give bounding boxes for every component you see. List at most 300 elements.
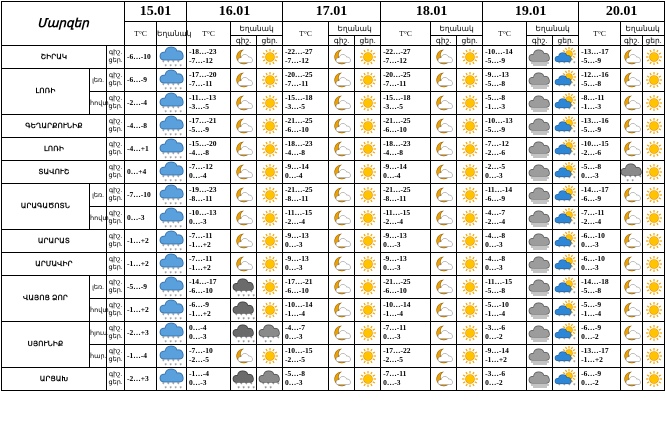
- svg-text:*: *: [247, 386, 250, 392]
- fog-cloud-icon: [527, 94, 552, 112]
- weather-icon-cell: [431, 253, 457, 276]
- weather-icon-cell: [643, 299, 665, 322]
- day-header: ցեր.: [355, 36, 381, 46]
- weather-icon-cell: [231, 322, 257, 345]
- day-label: ցեր.: [108, 126, 123, 133]
- svg-text:*: *: [567, 222, 571, 228]
- weather-icon-cell: [329, 322, 355, 345]
- temperature-value: -20…-25: [285, 70, 313, 80]
- svg-text:*: *: [169, 386, 172, 392]
- temperature-value: -21…-25: [383, 116, 411, 126]
- day-label: ցեր.: [108, 218, 123, 225]
- svg-text:*: *: [179, 64, 182, 70]
- weather-icon-cell: [157, 207, 187, 230]
- svg-text:*: *: [169, 202, 172, 208]
- cloud-sun-icon: [553, 186, 578, 204]
- svg-text:*: *: [557, 383, 561, 389]
- svg-text:*: *: [169, 110, 172, 116]
- weather-icon-cell: [457, 69, 483, 92]
- svg-text:*: *: [572, 107, 576, 113]
- sun-icon: [643, 324, 664, 342]
- moon-cloud-icon: [621, 209, 642, 227]
- sun-icon: [643, 209, 664, 227]
- svg-text:*: *: [171, 313, 175, 319]
- svg-text:*: *: [174, 64, 177, 70]
- temp-header: T°C: [579, 22, 621, 46]
- moon-cloud-icon: [621, 48, 642, 66]
- weather-icon-cell: [643, 276, 665, 299]
- temperature-value: -1…-3: [581, 102, 602, 111]
- weather-icon-cell: [553, 299, 579, 322]
- svg-text:*: *: [179, 133, 182, 139]
- temperature-range: [283, 184, 329, 207]
- temperature-range: [187, 46, 231, 69]
- cloud-sun-icon: [553, 324, 578, 342]
- weather-icon-cell: [257, 345, 283, 368]
- weather-icon-cell: [257, 253, 283, 276]
- temperature-value: -6…-10: [127, 51, 151, 61]
- svg-text:*: *: [164, 179, 167, 185]
- svg-text:*: *: [171, 244, 175, 250]
- temperature-range: [283, 230, 329, 253]
- weather-icon-cell: [157, 115, 187, 138]
- temperature-value: 0…-3: [285, 263, 303, 272]
- region-name: ԱՐՑԱԽ: [2, 368, 107, 391]
- night-header: գիշ.: [431, 36, 457, 46]
- weather-icon-cell: [553, 161, 579, 184]
- svg-text:*: *: [572, 314, 576, 320]
- sun-icon: [355, 186, 380, 204]
- sun-icon: [257, 140, 282, 158]
- day-label: ցեր.: [108, 57, 123, 64]
- weather-icon-cell: [157, 230, 187, 253]
- weather-icon-cell: [621, 253, 643, 276]
- svg-text:*: *: [179, 110, 182, 116]
- night-header: գիշ.: [329, 36, 355, 46]
- temperature-value: -6…-9: [581, 194, 602, 203]
- svg-text:*: *: [176, 198, 180, 204]
- daynight-labels: [107, 368, 125, 391]
- daynight-labels: [107, 207, 125, 230]
- temperature-value: -6…-10: [383, 286, 407, 295]
- weather-icon-cell: [329, 69, 355, 92]
- moon-cloud-icon: [231, 255, 256, 273]
- sun-icon: [643, 232, 664, 250]
- daynight-labels: [107, 299, 125, 322]
- sun-icon: [457, 232, 482, 250]
- svg-text:*: *: [179, 271, 182, 277]
- temperature-value: -18…-23: [383, 139, 411, 149]
- sun-icon: [643, 347, 664, 365]
- svg-text:*: *: [166, 221, 170, 227]
- moon-cloud-icon: [329, 163, 354, 181]
- svg-text:*: *: [171, 336, 175, 342]
- temperature-value: -11…-15: [383, 208, 411, 218]
- moon-cloud-icon: [431, 209, 456, 227]
- svg-text:*: *: [562, 176, 566, 182]
- weather-icon-cell: [157, 322, 187, 345]
- weather-icon-cell: [355, 69, 381, 92]
- weather-icon-cell: [431, 322, 457, 345]
- weather-icon-cell: [457, 92, 483, 115]
- temperature-value: -7…-11: [383, 79, 407, 88]
- svg-text:*: *: [269, 340, 272, 346]
- temperature-value: -10…-15: [285, 346, 313, 356]
- temperature-range: [579, 276, 621, 299]
- svg-text:*: *: [166, 83, 170, 89]
- svg-text:*: *: [174, 179, 177, 185]
- temp-header: T°C: [283, 22, 329, 46]
- svg-text:*: *: [161, 336, 165, 342]
- svg-text:*: *: [166, 336, 170, 342]
- temperature-range: [483, 253, 527, 276]
- temperature-value: -9…-13: [485, 70, 509, 80]
- weather-icon-cell: [527, 322, 553, 345]
- sun-icon: [643, 71, 664, 89]
- svg-text:*: *: [572, 268, 576, 274]
- weather-icon-cell: [355, 230, 381, 253]
- weather-icon-cell: [431, 92, 457, 115]
- temperature-value: -4…-7: [285, 323, 306, 333]
- temperature-value: -1…+2: [485, 355, 507, 364]
- cloud-sun-icon: [553, 163, 578, 181]
- temperature-value: -6…-10: [285, 286, 309, 295]
- temperature-range: [483, 368, 527, 391]
- weather-icon-cell: [621, 207, 643, 230]
- temperature-range: [483, 161, 527, 184]
- svg-text:*: *: [572, 291, 576, 297]
- date-header: 16.01: [187, 2, 283, 22]
- temperature-value: -9…-13: [383, 254, 407, 264]
- daynight-labels: [107, 276, 125, 299]
- temperature-value: 0…-4: [189, 171, 207, 180]
- svg-text:*: *: [271, 382, 275, 388]
- moon-cloud-icon: [431, 117, 456, 135]
- temperature-value: 0…-3: [581, 240, 599, 249]
- night-label: գիշ.: [108, 210, 123, 217]
- temperature-range: [125, 253, 157, 276]
- weather-icon-cell: [553, 368, 579, 391]
- region-name: ԱՐԱՐԱՏ: [2, 230, 107, 253]
- temperature-value: -10…-15: [581, 139, 609, 149]
- temperature-range: [125, 299, 157, 322]
- temperature-value: -11…-15: [285, 208, 313, 218]
- temperature-range: [187, 345, 231, 368]
- sun-icon: [457, 117, 482, 135]
- temperature-range: [283, 207, 329, 230]
- svg-text:*: *: [169, 64, 172, 70]
- cloud-sun-icon: [553, 140, 578, 158]
- temperature-range: [579, 207, 621, 230]
- temperature-range: [283, 46, 329, 69]
- svg-text:*: *: [557, 107, 561, 113]
- temperature-value: -6…-10: [581, 231, 605, 241]
- temperature-value: 0…-3: [485, 240, 503, 249]
- temp-header: T°C: [125, 22, 157, 46]
- temperature-value: -8…-11: [581, 93, 605, 103]
- temperature-value: -7…-12: [189, 162, 213, 172]
- cloud-sun-icon: [553, 117, 578, 135]
- sun-icon: [355, 94, 380, 112]
- date-header: 17.01: [283, 2, 381, 22]
- temperature-range: [483, 138, 527, 161]
- temperature-range: [125, 69, 157, 92]
- temperature-range: [483, 230, 527, 253]
- temperature-range: [483, 184, 527, 207]
- temperature-value: -5…-8: [485, 93, 506, 103]
- weather-icon-cell: [457, 299, 483, 322]
- moon-cloud-icon: [431, 301, 456, 319]
- temperature-range: [125, 138, 157, 161]
- weather-icon-cell: [553, 322, 579, 345]
- svg-text:*: *: [562, 383, 566, 389]
- temperature-value: -1…-4: [383, 309, 404, 318]
- svg-text:*: *: [161, 60, 165, 66]
- temperature-value: 0…-2: [581, 332, 599, 341]
- svg-text:*: *: [179, 156, 182, 162]
- svg-text:*: *: [166, 382, 170, 388]
- temperature-range: [579, 345, 621, 368]
- temperature-value: -14…-18: [581, 277, 609, 287]
- weather-icon-cell: [257, 322, 283, 345]
- moon-cloud-icon: [329, 140, 354, 158]
- weather-header: Եղանակ: [621, 22, 665, 36]
- svg-text:*: *: [179, 294, 182, 300]
- temperature-range: [483, 46, 527, 69]
- weather-icon-cell: [257, 207, 283, 230]
- svg-text:*: *: [244, 290, 248, 296]
- sun-icon: [355, 117, 380, 135]
- svg-text:*: *: [171, 175, 175, 181]
- weather-icon-cell: [231, 92, 257, 115]
- moon-cloud-icon: [329, 278, 354, 296]
- weather-icon-cell: [457, 184, 483, 207]
- temperature-value: -7…-11: [189, 231, 213, 241]
- weather-icon-cell: [355, 368, 381, 391]
- temperature-range: [381, 138, 431, 161]
- table-row: [2, 207, 665, 230]
- sun-icon: [257, 186, 282, 204]
- sun-icon: [457, 163, 482, 181]
- temperature-range: [283, 69, 329, 92]
- svg-text:*: *: [169, 363, 172, 369]
- date-header: 19.01: [483, 2, 579, 22]
- weather-header: Եղանակ: [231, 22, 283, 36]
- weather-icon-cell: [527, 207, 553, 230]
- daynight-labels: [107, 92, 125, 115]
- temperature-value: -11…-13: [189, 93, 217, 103]
- temperature-value: -21…-25: [383, 185, 411, 195]
- temperature-value: -10…-14: [285, 300, 313, 310]
- temperature-value: -5…-9: [127, 281, 148, 291]
- temperature-value: -20…-25: [383, 70, 411, 80]
- snow-cloud-icon: [157, 276, 186, 298]
- temperature-value: -2…-4: [581, 217, 602, 226]
- temperature-range: [483, 69, 527, 92]
- forecast-table: [1, 1, 665, 391]
- weather-icon-cell: [329, 368, 355, 391]
- svg-text:*: *: [567, 61, 571, 67]
- weather-icon-cell: [553, 92, 579, 115]
- temperature-range: [125, 322, 157, 345]
- temperature-value: 0…-3: [285, 332, 303, 341]
- weather-icon-cell: [431, 69, 457, 92]
- temperature-value: -1…+2: [127, 304, 149, 314]
- temperature-value: -14…-17: [189, 277, 217, 287]
- fog-cloud-icon: [527, 209, 552, 227]
- temperature-value: 0…-4: [189, 323, 207, 333]
- svg-text:*: *: [557, 61, 561, 67]
- weather-icon-cell: [157, 69, 187, 92]
- svg-text:*: *: [174, 133, 177, 139]
- weather-icon-cell: [457, 161, 483, 184]
- temperature-value: -15…-20: [189, 139, 217, 149]
- weather-icon-cell: [621, 184, 643, 207]
- weather-icon-cell: [553, 207, 579, 230]
- snow-cloud-icon: [157, 345, 186, 367]
- weather-icon-cell: [257, 184, 283, 207]
- weather-icon-cell: [231, 276, 257, 299]
- temperature-range: [483, 207, 527, 230]
- moon-cloud-icon: [329, 48, 354, 66]
- weather-icon-cell: [231, 115, 257, 138]
- temperature-value: -4…-8: [485, 231, 506, 241]
- temperature-value: -10…-14: [485, 47, 513, 57]
- moon-cloud-icon: [431, 347, 456, 365]
- snow-cloud-icon: [157, 230, 186, 252]
- svg-text:*: *: [161, 267, 165, 273]
- temperature-range: [125, 92, 157, 115]
- date-header: 20.01: [579, 2, 665, 22]
- temperature-range: [579, 184, 621, 207]
- moon-cloud-icon: [329, 94, 354, 112]
- sun-icon: [643, 117, 664, 135]
- subregion-label: լեռ.: [90, 69, 107, 92]
- weather-icon-cell: [231, 253, 257, 276]
- subregion-label: լեռ.: [90, 184, 107, 207]
- weather-icon-cell: [355, 345, 381, 368]
- day-label: ցեր.: [108, 356, 123, 363]
- sun-icon: [257, 117, 282, 135]
- temperature-range: [579, 69, 621, 92]
- night-label: գիշ.: [108, 348, 123, 355]
- night-label: գիշ.: [108, 72, 123, 79]
- moon-cloud-icon: [329, 370, 354, 388]
- weather-icon-cell: [157, 184, 187, 207]
- svg-text:*: *: [179, 202, 182, 208]
- temperature-value: 0…-3: [285, 240, 303, 249]
- temperature-range: [483, 115, 527, 138]
- svg-text:*: *: [252, 317, 255, 323]
- snow-cloud-icon: [157, 368, 186, 390]
- snow-cloud-icon: [157, 299, 186, 321]
- temperature-range: [125, 184, 157, 207]
- fog-cloud-icon: [527, 255, 552, 273]
- svg-text:*: *: [166, 106, 170, 112]
- weather-icon-cell: [621, 345, 643, 368]
- svg-text:*: *: [572, 360, 576, 366]
- day-label: ցեր.: [108, 264, 123, 271]
- cloud-sun-icon: [553, 209, 578, 227]
- temperature-range: [187, 138, 231, 161]
- moon-cloud-icon: [621, 140, 642, 158]
- svg-text:*: *: [271, 336, 275, 342]
- temperature-value: -3…-5: [285, 102, 306, 111]
- temperature-value: 0…-2: [485, 332, 503, 341]
- sun-icon: [643, 278, 664, 296]
- weather-icon-cell: [527, 69, 553, 92]
- weather-icon-cell: [457, 138, 483, 161]
- temperature-value: -17…-22: [383, 346, 411, 356]
- svg-text:*: *: [171, 267, 175, 273]
- table-row: [2, 92, 665, 115]
- temperature-range: [381, 207, 431, 230]
- temperature-value: -4…-8: [285, 148, 306, 157]
- temperature-value: -7…-11: [189, 79, 213, 88]
- temperature-range: [283, 92, 329, 115]
- sun-icon: [257, 232, 282, 250]
- weather-icon-cell: [257, 69, 283, 92]
- svg-text:*: *: [562, 153, 566, 159]
- svg-text:*: *: [179, 363, 182, 369]
- sun-icon: [643, 301, 664, 319]
- snow-cloud-icon: [157, 253, 186, 275]
- svg-text:*: *: [166, 267, 170, 273]
- region-name: ԼՈՌԻ: [2, 69, 90, 115]
- table-row: [2, 276, 665, 299]
- svg-text:*: *: [234, 290, 238, 296]
- svg-text:*: *: [624, 175, 627, 181]
- svg-text:*: *: [176, 129, 180, 135]
- temperature-value: -7…-11: [285, 79, 309, 88]
- daynight-labels: [107, 345, 125, 368]
- svg-text:*: *: [169, 248, 172, 254]
- weather-icon-cell: [457, 230, 483, 253]
- svg-text:*: *: [171, 198, 175, 204]
- fog-cloud-icon: [527, 48, 552, 66]
- temperature-range: [187, 92, 231, 115]
- snow-cloud-gray-icon: [257, 324, 282, 346]
- svg-text:*: *: [174, 386, 177, 392]
- temperature-value: -21…-25: [285, 185, 313, 195]
- weather-icon-cell: [431, 345, 457, 368]
- weather-icon-cell: [643, 368, 665, 391]
- svg-text:*: *: [557, 268, 561, 274]
- moon-cloud-icon: [621, 117, 642, 135]
- svg-text:*: *: [567, 291, 571, 297]
- weather-icon-cell: [527, 46, 553, 69]
- sun-icon: [257, 163, 282, 181]
- day-label: ցեր.: [108, 103, 123, 110]
- moon-cloud-icon: [621, 94, 642, 112]
- svg-text:*: *: [276, 382, 280, 388]
- svg-text:*: *: [174, 340, 177, 346]
- weather-header: Եղանակ: [329, 22, 381, 36]
- svg-text:*: *: [557, 337, 561, 343]
- weather-icon-cell: [527, 138, 553, 161]
- svg-text:*: *: [164, 294, 167, 300]
- svg-text:*: *: [174, 248, 177, 254]
- temperature-range: [187, 276, 231, 299]
- weather-icon-cell: [431, 276, 457, 299]
- weather-icon-cell: [157, 253, 187, 276]
- temperature-value: -4…-8: [189, 148, 210, 157]
- weather-header: Եղանակ: [527, 22, 579, 36]
- temperature-range: [187, 184, 231, 207]
- svg-text:*: *: [161, 359, 165, 365]
- svg-text:*: *: [171, 106, 175, 112]
- temperature-range: [187, 322, 231, 345]
